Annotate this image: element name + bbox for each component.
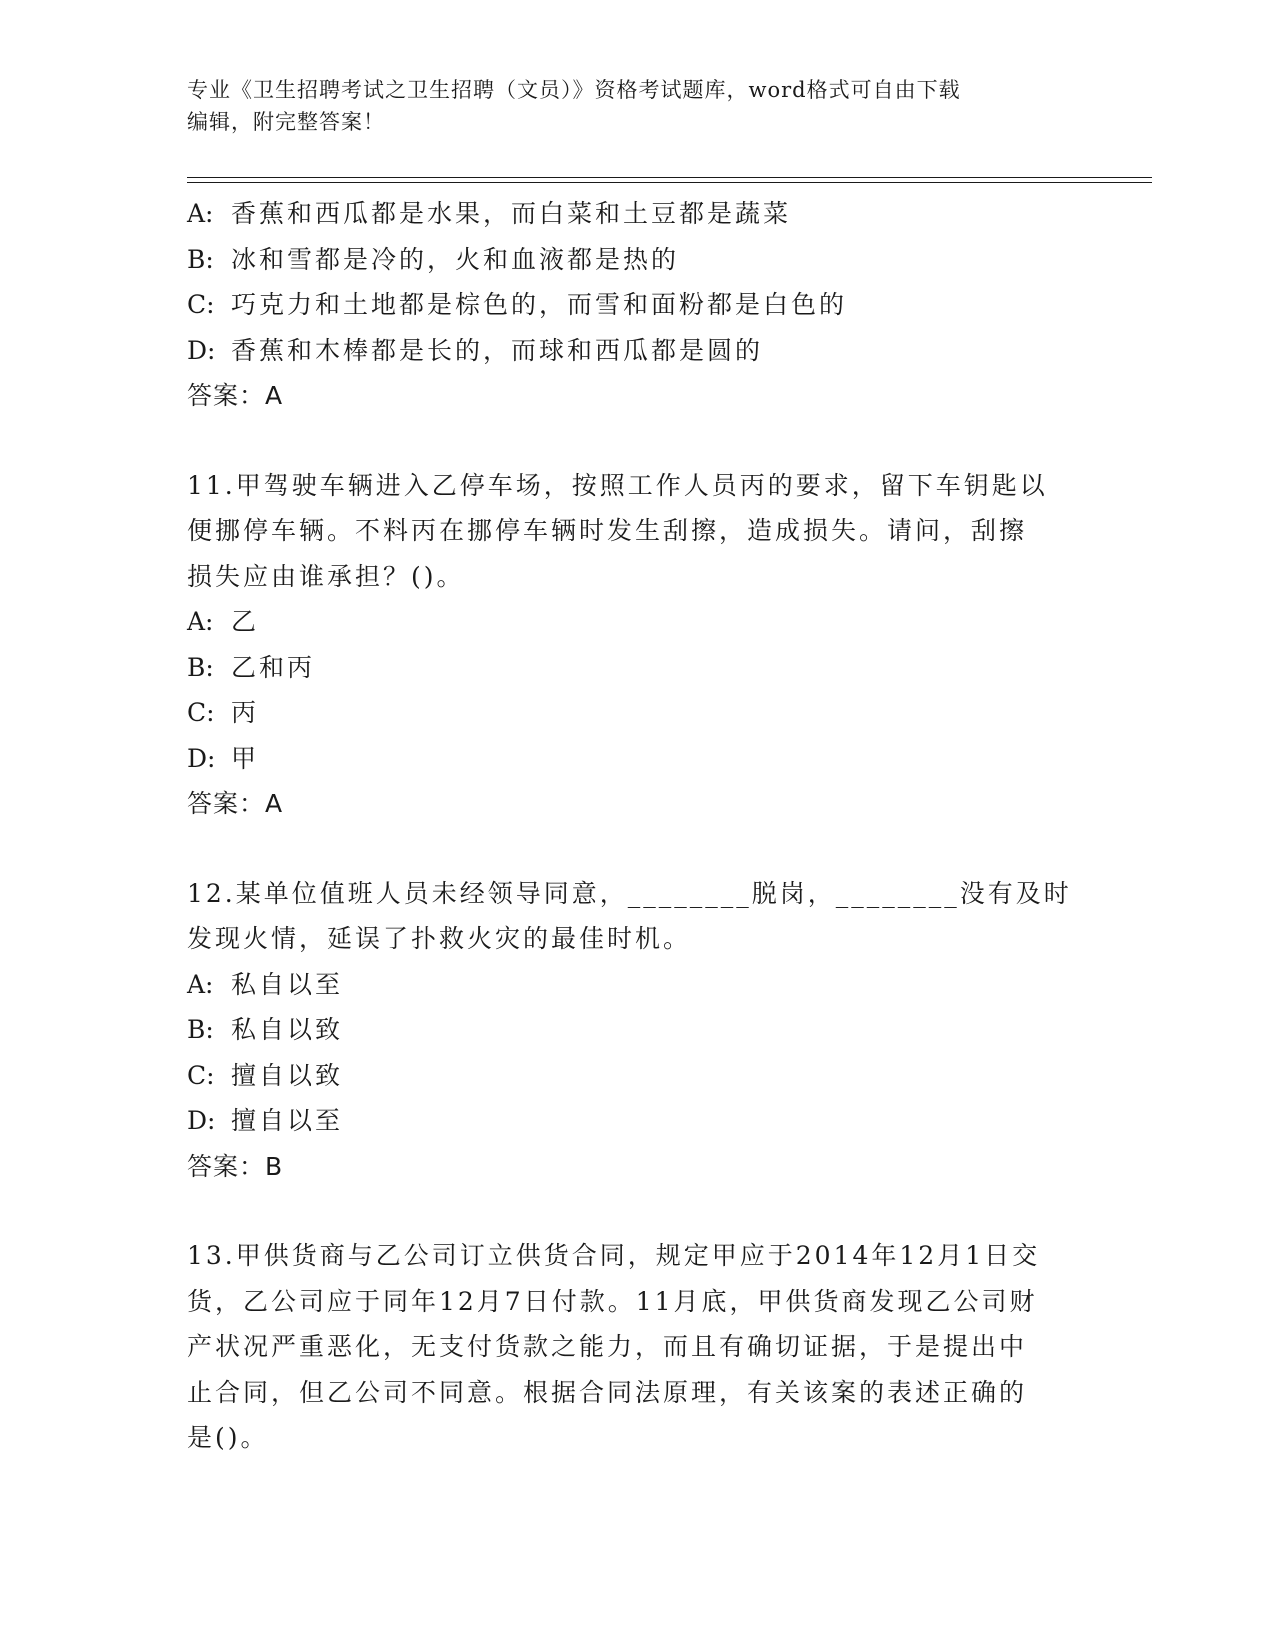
question-text — [187, 463, 1077, 600]
question-text — [187, 871, 1077, 962]
option-c: C: 擅自以致 — [187, 1060, 344, 1090]
question-text — [187, 1233, 1077, 1461]
question-block-13 — [187, 1233, 1077, 1461]
question-line: 13.甲供货商与乙公司订立供货合同，规定甲应于2014年12月1日交 — [187, 1241, 1041, 1270]
question-content — [187, 191, 1077, 1461]
answer-line: 答案：A — [187, 381, 284, 410]
option-a: A: 乙 — [187, 607, 260, 636]
header-divider-top — [187, 177, 1152, 178]
question-line: 12.某单位值班人员未经领导同意，________脱岗，________没有及时 — [187, 878, 1072, 908]
option-a: A: 香蕉和西瓜都是水果，而白菜和土豆都是蔬菜 — [187, 199, 792, 228]
header-line-2: 编辑，附完整答案！ — [187, 110, 385, 134]
question-block-10 — [187, 191, 1077, 419]
question-line: 产状况严重恶化，无支付货款之能力，而且有确切证据，于是提出中 — [187, 1332, 1028, 1361]
question-block-12 — [187, 871, 1077, 1190]
header-divider-bottom — [187, 182, 1152, 183]
question-line: 便挪停车辆。不料丙在挪停车辆时发生刮擦，造成损失。请问，刮擦 — [187, 516, 1028, 545]
question-block-11 — [187, 463, 1077, 827]
option-b: B: 乙和丙 — [187, 652, 316, 682]
option-d: D: 香蕉和木棒都是长的，而球和西瓜都是圆的 — [187, 335, 764, 365]
option-a: A: 私自以至 — [187, 969, 344, 999]
option-c: C: 巧克力和土地都是棕色的，而雪和面粉都是白色的 — [187, 290, 848, 319]
answer-line: 答案：B — [187, 1151, 284, 1181]
answer-line: 答案：A — [187, 789, 284, 818]
option-c: C: 丙 — [187, 698, 260, 727]
option-b: B: 冰和雪都是冷的，火和血液都是热的 — [187, 244, 680, 274]
question-line: 是()。 — [187, 1423, 269, 1452]
question-line: 止合同，但乙公司不同意。根据合同法原理，有关该案的表述正确的 — [187, 1377, 1028, 1407]
question-line: 发现火情，延误了扑救火灾的最佳时机。 — [187, 924, 692, 953]
question-line: 货，乙公司应于同年12月7日付款。11月底，甲供货商发现乙公司财 — [187, 1286, 1038, 1316]
option-b: B: 私自以致 — [187, 1015, 344, 1044]
header-line-1: 专业《卫生招聘考试之卫生招聘（文员）》资格考试题库，word格式可自由下载 — [187, 78, 961, 102]
option-d: D: 擅自以至 — [187, 1106, 344, 1135]
option-d: D: 甲 — [187, 743, 260, 773]
question-line: 损失应由谁承担？()。 — [187, 561, 465, 591]
question-line: 11.甲驾驶车辆进入乙停车场，按照工作人员丙的要求，留下车钥匙以 — [187, 470, 1048, 500]
document-header — [187, 74, 1067, 138]
